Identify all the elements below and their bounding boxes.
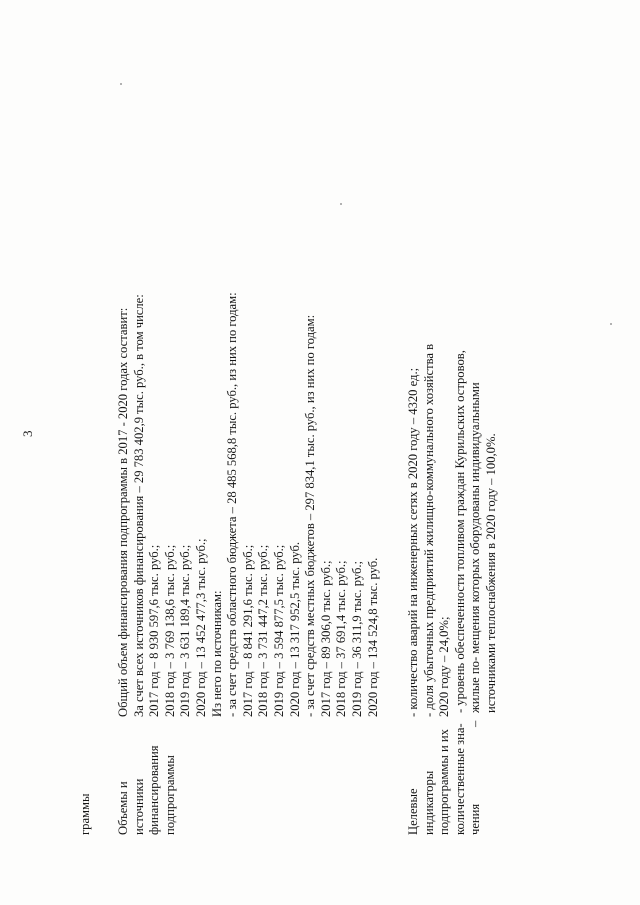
- indicators-label: Целевые индикаторы подпрограммы и их количественные зна- чения: [406, 723, 483, 835]
- previous-row-tail-word: граммы: [78, 793, 92, 835]
- scan-speck: [610, 323, 612, 325]
- funding-content: [116, 292, 381, 717]
- funding-local-year-line: 2020 год – 134 524,8 тыс. руб.: [365, 557, 380, 717]
- funding-local-budget-line: - за счет средств местных бюджетов – 297 834,1 тыс. руб., из них по годам:: [303, 314, 318, 717]
- funding-regional-year-line: 2018 год – 3 731 447,2 тыс. руб.;: [256, 544, 271, 717]
- funding-local-year-line: 2018 год – 37 691,4 тыс. руб.;: [334, 560, 349, 717]
- funding-year-line: 2019 год – 3 631 189,4 тыс. руб.;: [178, 544, 193, 717]
- funding-label: Объемы и источники финансирования подпрограммы: [116, 745, 177, 835]
- indicators-content: [406, 317, 500, 717]
- funding-local-year-line: 2017 год – 89 306,0 тыс. руб.;: [318, 560, 333, 717]
- indicator-dash: –: [468, 720, 482, 727]
- funding-regional-year-line: 2019 год – 3 594 877,5 тыс. руб.;: [271, 544, 286, 717]
- funding-regional-budget-line: - за счет средств областного бюджета – 28 485 568,8 тыс. руб., из них по годам:: [225, 292, 240, 717]
- indicator-item: - уровень обеспеченности топливом граждан Курильских островов, жилые по- мещения которых оборудованы индивидуальными источниками теплоснабжения в 2020 году – 100,0%.: [452, 350, 498, 713]
- funding-local-year-line: 2019 год – 36 311,9 тыс. руб.;: [349, 560, 364, 717]
- indicator-item: - количество аварий на инженерных сетях в 2020 году – 4320 ед.;: [406, 367, 420, 717]
- funding-regional-year-line: 2020 год – 13 317 952,5 тыс. руб.: [287, 541, 302, 717]
- page-number: 3: [20, 430, 35, 437]
- funding-year-line: 2020 год – 13 452 477,3 тыс. руб.;: [193, 538, 208, 717]
- scan-speck: [340, 203, 342, 205]
- funding-all-sources-line: За счет всех источников финансирования – 29 783 402,9 тыс. руб., в том числе:: [131, 294, 146, 717]
- funding-regional-year-line: 2017 год – 8 841 291,6 тыс. руб.;: [240, 544, 255, 717]
- funding-by-sources-line: Из него по источникам:: [209, 590, 224, 717]
- funding-year-line: 2018 год – 3 769 138,6 тыс. руб.;: [162, 544, 177, 717]
- indicator-item: - доля убыточных предприятий жилищно-коммунального хозяйства в 2020 году – 24,0%;: [421, 343, 452, 717]
- funding-year-line: 2017 год – 8 930 597,6 тыс. руб.;: [147, 544, 162, 717]
- funding-total-line: Общий объем финансирования подпрограммы в 2017 - 2020 годах составит:: [116, 307, 130, 717]
- scan-speck: [120, 83, 122, 85]
